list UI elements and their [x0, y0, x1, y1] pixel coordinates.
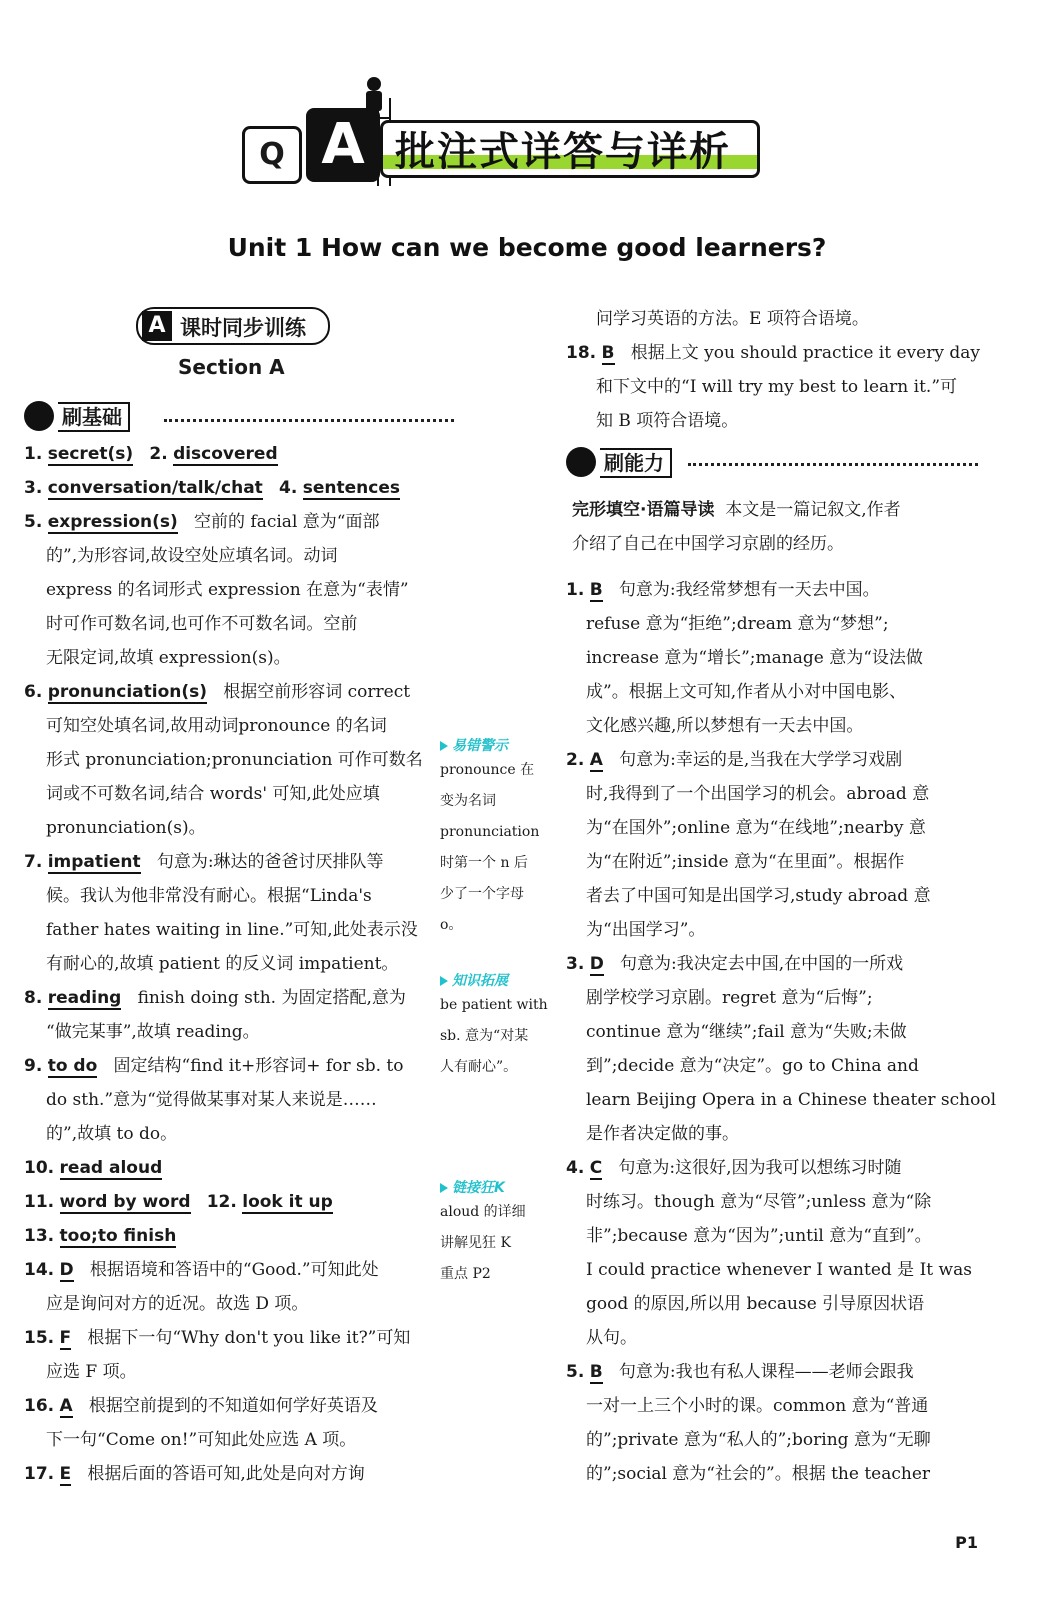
text-line	[24, 1117, 436, 1151]
text-line	[24, 1151, 436, 1185]
text-line	[566, 913, 978, 947]
text-line	[566, 1321, 978, 1355]
section-name: Section A	[178, 355, 285, 379]
text-line	[566, 879, 978, 913]
explanation-text: 应选 F 项。	[46, 1362, 137, 1382]
arrow-icon	[440, 1183, 448, 1193]
explanation-text: 到”;decide 意为“决定”。go to China and	[586, 1056, 919, 1076]
answer: A	[589, 750, 603, 770]
text-line	[24, 1389, 436, 1423]
text-line	[24, 1185, 436, 1219]
a-speech-bubble: A	[306, 108, 380, 182]
item-number: 17.	[24, 1464, 55, 1484]
answer: sentences	[302, 478, 400, 498]
right-column	[566, 573, 997, 1491]
answer: pronunciation(s)	[47, 682, 208, 702]
text-line	[24, 981, 436, 1015]
note-title: 易错警示	[440, 735, 552, 755]
item-number: 5.	[24, 512, 43, 532]
explanation-text: pronunciation(s)。	[46, 818, 206, 838]
text-line	[24, 743, 436, 777]
text-line	[566, 1015, 978, 1049]
item-number: 2.	[566, 750, 585, 770]
text-line	[24, 1253, 436, 1287]
dotted-divider	[164, 419, 454, 422]
note-body: aloud 的详细 讲解见狂 K 重点 P2	[440, 1204, 526, 1282]
banner-title	[380, 120, 760, 178]
dotted-divider	[688, 463, 978, 466]
text-line	[24, 1083, 436, 1117]
explanation-text: 为“在国外”;online 意为“在线地”;nearby 意	[586, 818, 926, 838]
text-line	[566, 947, 978, 981]
text-line	[566, 1185, 978, 1219]
banner-title-text: 批注式详答与详析	[395, 129, 731, 175]
item-number: 7.	[24, 852, 43, 872]
answer: A	[59, 1396, 73, 1416]
answer: D	[59, 1260, 74, 1280]
explanation-text: 根据上文 you should practice it every day	[630, 343, 980, 363]
explanation-text: 句意为:琳达的爸爸讨厌排队等	[156, 852, 384, 872]
explanation-text: 句意为:幸运的是,当我在大学学习戏剧	[619, 750, 903, 770]
text-line	[566, 404, 978, 438]
basic-label: 刷基础	[58, 402, 130, 432]
explanation-text: good 的原因,所以用 because 引导原因状语	[586, 1294, 925, 1314]
item-number: 15.	[24, 1328, 55, 1348]
text-line	[566, 845, 978, 879]
explanation-text: 的”;private 意为“私人的”;boring 意为“无聊	[586, 1430, 931, 1450]
text-line	[24, 1423, 436, 1457]
text-line	[566, 1389, 978, 1423]
answer: read aloud	[59, 1158, 163, 1178]
note-body: be patient with sb. 意为“对某 人有耐心”。	[440, 997, 548, 1075]
ability-label: 刷能力	[600, 448, 672, 478]
answer: E	[59, 1464, 72, 1484]
item-number: 16.	[24, 1396, 55, 1416]
basic-header	[24, 401, 444, 431]
item-number: 3.	[566, 954, 585, 974]
explanation-text: learn Beijing Opera in a Chinese theater school	[586, 1090, 997, 1110]
item-number: 1.	[24, 444, 43, 464]
explanation-text: 根据后面的答语可知,此处是向对方询	[87, 1464, 365, 1484]
explanation-text: 有耐心的,故填 patient 的反义词 impatient。	[46, 954, 399, 974]
text-line	[24, 879, 436, 913]
explanation-text: finish doing sth. 为固定搭配,意为	[137, 988, 406, 1008]
text-line	[24, 811, 436, 845]
explanation-text: 问学习英语的方法。E 项符合语境。	[596, 309, 869, 329]
answer: to do	[47, 1056, 98, 1076]
note-title: 链接狂K	[440, 1177, 552, 1197]
text-line	[566, 1049, 978, 1083]
text-line	[566, 370, 978, 404]
text-line	[566, 1253, 978, 1287]
text-line	[24, 641, 436, 675]
header-banner	[234, 74, 764, 194]
guide-label: 完形填空·语篇导读	[572, 500, 715, 520]
answer: conversation/talk/chat	[47, 478, 263, 498]
text-line	[24, 1287, 436, 1321]
explanation-text: continue 意为“继续”;fail 意为“失败;未做	[586, 1022, 907, 1042]
answer: reading	[47, 988, 122, 1008]
brush-icon	[566, 447, 596, 477]
text-line	[24, 1457, 436, 1491]
explanation-text: 的”,为形容词,故设空处应填名词。动词	[46, 546, 338, 566]
answer: D	[589, 954, 604, 974]
explanation-text: 根据空前提到的不知道如何学好英语及	[88, 1396, 378, 1416]
explanation-text: 句意为:我决定去中国,在中国的一所戏	[620, 954, 904, 974]
explanation-text: increase 意为“增长”;manage 意为“设法做	[586, 648, 923, 668]
explanation-text: 句意为:这很好,因为我可以想练习时随	[618, 1158, 902, 1178]
left-column	[24, 437, 436, 1491]
explanation-text: do sth.”意为“觉得做某事对某人来说是……	[46, 1090, 377, 1110]
answer: look it up	[242, 1192, 333, 1212]
section-badge-label: 课时同步训练	[180, 316, 306, 340]
text-line	[566, 1219, 978, 1253]
text-line	[24, 1049, 436, 1083]
note-body: pronounce 在 变为名词 pronunciation 时第一个 n 后 少了一个字母 o。	[440, 762, 540, 933]
text-line	[24, 1015, 436, 1049]
explanation-text: 的”;social 意为“社会的”。根据 the teacher	[586, 1464, 931, 1484]
text-line	[24, 573, 436, 607]
text-line	[566, 1117, 978, 1151]
explanation-text: express 的名词形式 expression 在意为“表情”	[46, 580, 409, 600]
text-line	[24, 947, 436, 981]
arrow-icon	[440, 976, 448, 986]
guide-text-2: 介绍了自己在中国学习京剧的经历。	[572, 534, 844, 554]
text-line	[566, 777, 978, 811]
explanation-text: “做完某事”,故填 reading。	[46, 1022, 260, 1042]
explanation-text: I could practice whenever I wanted 是 It was	[586, 1260, 972, 1280]
explanation-text: 时,我得到了一个出国学习的机会。abroad 意	[586, 784, 930, 804]
explanation-text: 词或不可数名词,结合 words' 可知,此处应填	[46, 784, 380, 804]
q-speech-bubble: Q	[242, 126, 302, 184]
explanation-text: 时练习。though 意为“尽管”;unless 意为“除	[586, 1192, 932, 1212]
answer: too;to finish	[59, 1226, 177, 1246]
text-line	[24, 1321, 436, 1355]
page-number: P1	[955, 1533, 978, 1552]
explanation-text: 根据下一句“Why don't you like it?”可知	[87, 1328, 411, 1348]
text-line	[566, 1151, 978, 1185]
explanation-text: 从句。	[586, 1328, 637, 1348]
note-title: 知识拓展	[440, 970, 552, 990]
item-number: 2.	[149, 444, 168, 464]
side-note-knowledge	[440, 970, 552, 1083]
item-number: 6.	[24, 682, 43, 702]
explanation-text: father hates waiting in line.”可知,此处表示没	[46, 920, 418, 940]
explanation-text: 时可作可数名词,也可作不可数名词。空前	[46, 614, 358, 634]
text-line	[24, 675, 436, 709]
explanation-text: 可知空处填名词,故用动词pronounce 的名词	[46, 716, 387, 736]
side-note-mistake	[440, 735, 552, 941]
text-line	[566, 573, 978, 607]
text-line	[24, 437, 436, 471]
explanation-text: 根据语境和答语中的“Good.”可知此处	[89, 1260, 379, 1280]
text-line	[24, 913, 436, 947]
answer: discovered	[173, 444, 278, 464]
text-line	[24, 471, 436, 505]
text-line	[24, 709, 436, 743]
answer: B	[589, 1362, 603, 1382]
section-badge	[136, 307, 330, 345]
text-line	[24, 845, 436, 879]
text-line	[24, 1219, 436, 1253]
text-line	[566, 675, 978, 709]
answer: expression(s)	[47, 512, 178, 532]
explanation-text: 是作者决定做的事。	[586, 1124, 739, 1144]
ability-header	[566, 447, 978, 477]
text-line	[566, 1355, 978, 1389]
explanation-text: 形式 pronunciation;pronunciation 可作可数名	[46, 750, 423, 770]
item-number: 3.	[24, 478, 43, 498]
item-number: 8.	[24, 988, 43, 1008]
answer: B	[601, 343, 615, 363]
text-line	[566, 336, 978, 370]
unit-title: Unit 1 How can we become good learners?	[227, 233, 827, 262]
explanation-text: 句意为:我经常梦想有一天去中国。	[618, 580, 880, 600]
explanation-text: 句意为:我也有私人课程——老师会跟我	[618, 1362, 914, 1382]
explanation-text: 无限定词,故填 expression(s)。	[46, 648, 291, 668]
explanation-text: 下一句“Come on!”可知此处应选 A 项。	[46, 1430, 357, 1450]
explanation-text: 候。我认为他非常没有耐心。根据“Linda's	[46, 886, 372, 906]
passage-guide	[572, 493, 978, 561]
item-number: 4.	[279, 478, 298, 498]
text-line	[566, 743, 978, 777]
text-line	[24, 539, 436, 573]
answer: impatient	[47, 852, 141, 872]
text-line	[24, 777, 436, 811]
explanation-text: refuse 意为“拒绝”;dream 意为“梦想”;	[586, 614, 889, 634]
text-line	[566, 811, 978, 845]
answer: F	[59, 1328, 72, 1348]
right-column-top	[566, 302, 978, 438]
text-line	[566, 1423, 978, 1457]
explanation-text: 应是询问对方的近况。故选 D 项。	[46, 1294, 309, 1314]
item-number: 13.	[24, 1226, 55, 1246]
explanation-text: 一对一上三个小时的课。common 意为“普通	[586, 1396, 929, 1416]
explanation-text: 文化感兴趣,所以梦想有一天去中国。	[586, 716, 864, 736]
item-number: 12.	[206, 1192, 237, 1212]
arrow-icon	[440, 741, 448, 751]
text-line	[566, 641, 978, 675]
brush-icon	[24, 401, 54, 431]
text-line	[566, 709, 978, 743]
explanation-text: 和下文中的“I will try my best to learn it.”可	[596, 377, 958, 397]
explanation-text: 者去了中国可知是出国学习,study abroad 意	[586, 886, 931, 906]
explanation-text: 为“出国学习”。	[586, 920, 706, 940]
text-line	[566, 1083, 997, 1117]
text-line	[566, 1287, 978, 1321]
explanation-text: 为“在附近”;inside 意为“在里面”。根据作	[586, 852, 905, 872]
explanation-text: 空前的 facial 意为“面部	[194, 512, 380, 532]
text-line	[566, 607, 978, 641]
item-number: 9.	[24, 1056, 43, 1076]
answer: secret(s)	[47, 444, 134, 464]
answer: C	[589, 1158, 603, 1178]
item-number: 5.	[566, 1362, 585, 1382]
item-number: 10.	[24, 1158, 55, 1178]
explanation-text: 根据空前形容词 correct	[223, 682, 411, 702]
guide-text: 本文是一篇记叙文,作者	[725, 500, 901, 520]
text-line	[24, 607, 436, 641]
answer: B	[589, 580, 603, 600]
side-note-link	[440, 1177, 552, 1290]
explanation-text: 的”,故填 to do。	[46, 1124, 178, 1144]
explanation-text: 知 B 项符合语境。	[596, 411, 739, 431]
item-number: 4.	[566, 1158, 585, 1178]
item-number: 1.	[566, 580, 585, 600]
text-line	[566, 302, 978, 336]
explanation-text: 固定结构“find it+形容词+ for sb. to	[113, 1056, 404, 1076]
text-line	[24, 505, 436, 539]
text-line	[566, 1457, 978, 1491]
item-number: 11.	[24, 1192, 55, 1212]
text-line	[566, 981, 978, 1015]
explanation-text: 剧学校学习京剧。regret 意为“后悔”;	[586, 988, 873, 1008]
answer: word by word	[59, 1192, 191, 1212]
item-number: 18.	[566, 343, 597, 363]
item-number: 14.	[24, 1260, 55, 1280]
explanation-text: 非”;because 意为“因为”;until 意为“直到”。	[586, 1226, 932, 1246]
explanation-text: 成”。根据上文可知,作者从小对中国电影、	[586, 682, 907, 702]
section-badge-letter: A	[142, 311, 172, 341]
text-line	[24, 1355, 436, 1389]
